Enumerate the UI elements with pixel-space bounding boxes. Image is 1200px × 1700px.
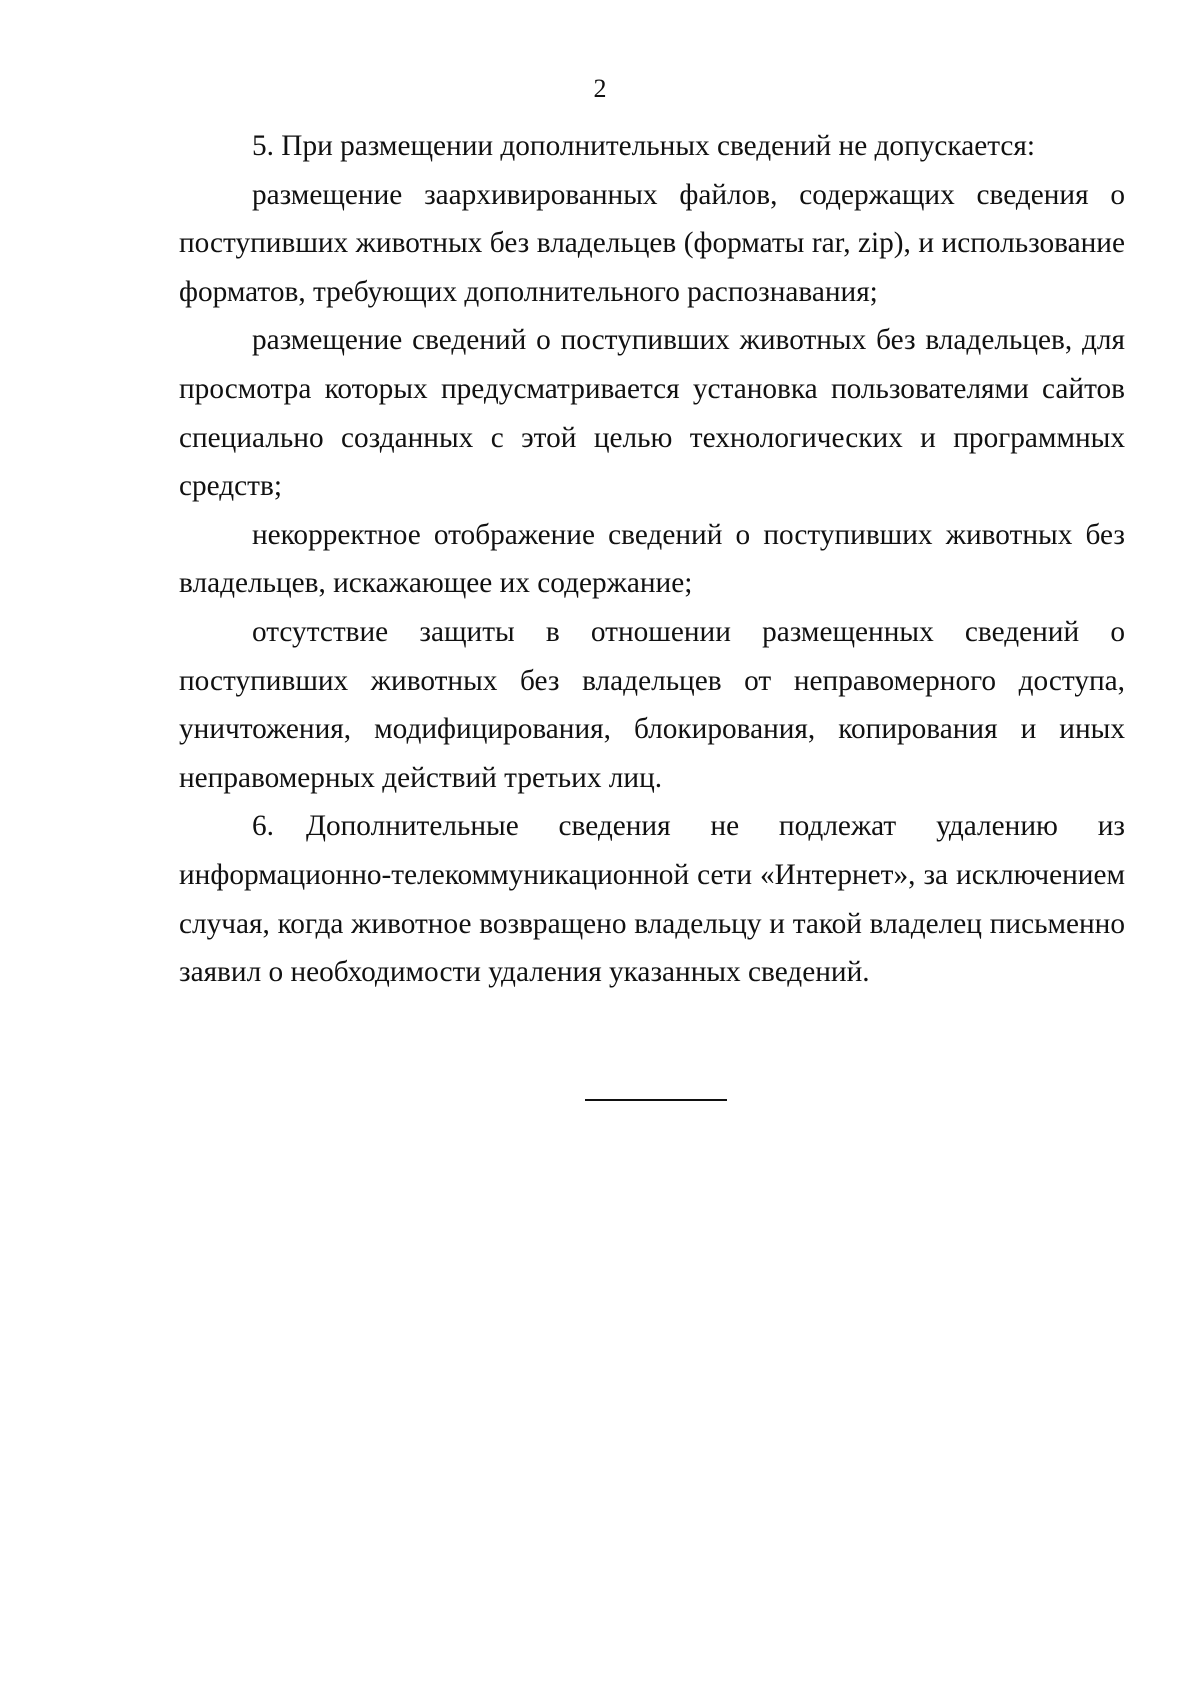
- page-number: 2: [593, 74, 607, 103]
- paragraph-5-item-incorrect-display: некорректное отображение сведений о поступивших животных без владельцев, искажающее их содержание;: [179, 518, 1125, 600]
- paragraph-6-text: Дополнительные сведения не подлежат удалению из информационно-телекоммуникационной сети «Интернет», за исключением случая, когда животное возвращено владельцу и такой владелец письменно заявил о необходимости удаления указанных сведений.: [179, 810, 1125, 989]
- paragraph-5-item-no-protection: отсутствие защиты в отношении размещенных сведений о поступивших животных без владельцев от неправомерного доступа, уничтожения, модифицирования, блокирования, копирования и иных неправомерных действий третьих лиц.: [179, 615, 1125, 794]
- document-body: [179, 122, 1125, 997]
- paragraph-6-number: 6.: [252, 810, 274, 843]
- paragraph-5-item-special-software: размещение сведений о поступивших животных без владельцев, для просмотра которых предусматривается установка пользователями сайтов специально созданных с этой целью технологических и программных средств;: [179, 324, 1125, 503]
- end-divider-line: [585, 1099, 727, 1101]
- paragraph-6: [179, 802, 1125, 996]
- paragraph-5-item-archived-files: размещение заархивированных файлов, содержащих сведения о поступивших животных без владельцев (форматы rar, zip), и использование форматов, требующих дополнительного распознавания;: [179, 178, 1125, 308]
- paragraph-5-intro: 5. При размещении дополнительных сведений не допускается:: [252, 130, 1035, 162]
